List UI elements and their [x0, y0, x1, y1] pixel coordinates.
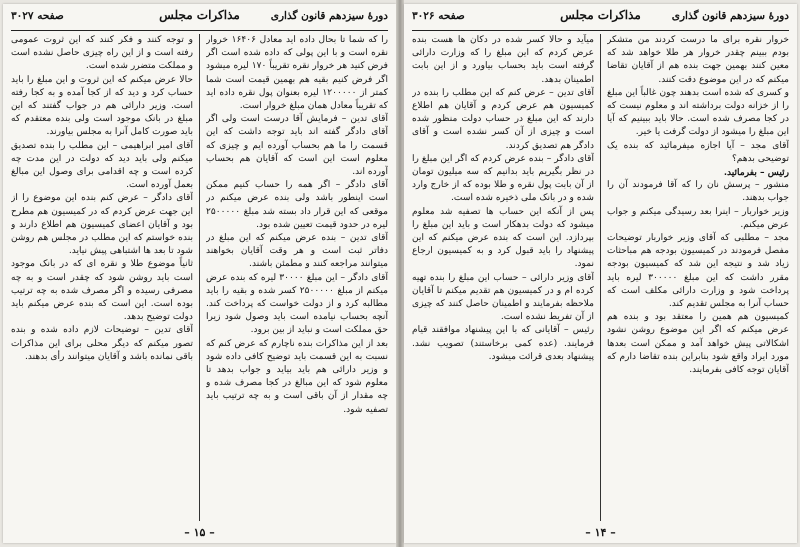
column-left: [11, 34, 193, 521]
paragraph: پس از آنکه این حساب ها تصفیه شد معلوم میشود که دولت بدهکار است و باید این مبلغ را بپردازد. این است که بنده عرض میکنم که این پیشنهاد را باید قبول کرد و به کمیسیون ارجاع نمود.: [412, 206, 594, 270]
paragraph: آقای دادگر – عرض کنم بنده این موضوع را از این جهت عرض کردم که در کمیسیون هم مطرح بود و آقایان اعضای کمیسیون هم اطلاع دارند و بنده خواستم که این مطلب در مجلس هم روشن شود تا بعد ها اشتباهی پیش نیاید.: [11, 193, 193, 257]
paragraph: رئیس – آقایانی که با این پیشنهاد موافقند قیام فرمایند. (عده کمی برخاستند) تصویب نشد. پیشنهاد بعدی قرائت میشود.: [412, 325, 594, 362]
paragraph: منشور – پرسش نان را که آقا فرمودند آن را جواب بدهند.: [607, 180, 789, 204]
paragraph: رئیس – بفرمائید.: [723, 167, 789, 179]
column-divider: [199, 34, 200, 521]
page-label: صفحه ۳۰۲۶: [412, 10, 465, 22]
running-title: مذاکرات مجلس: [560, 8, 641, 22]
paragraph: آقای مجد – آیا اجازه میفرمائید که بنده یک توضیحی بدهم؟: [607, 140, 789, 164]
header-rule: [11, 30, 388, 31]
paragraph: آقای وزیر دارائی – حساب این مبلغ را بنده تهیه کرده ام و در کمیسیون هم تقدیم میکنم تا آقایان ملاحظه بفرمایند و اطمینان حاصل کنند که چیزی از آن تفریط نشده است.: [412, 272, 594, 323]
paragraph: وزیر خواربار – اینرا بعد رسیدگی میکنم و جواب عرض میکنم.: [607, 206, 789, 230]
paragraph: و توجه کنند و فکر کنند که این ثروت عمومی رفته است و از این راه چیزی حاصل نشده است و مملکت متضرر شده است.: [11, 35, 193, 72]
paragraph: خروار نقره برای ما درست کردند من متشکر بودم ببینم چقدر خروار هر طلا خواهد شد که معین کنند بهمین جهت بنده هم از آقایان تقاضا میکنم که در این موضوع دقت کنند.: [607, 35, 789, 85]
paragraph: و کسری که شده است بدهند چون غالباً این مبلغ را از خزانه دولت برداشته اند و معلوم نیست که در کجا مصرف شده است. حالا باید ببینیم که آیا این مبلغ را میشود از دولت گرفت یا خیر.: [607, 87, 789, 138]
page-number: – ۱۴ –: [585, 526, 616, 539]
text-columns: [412, 34, 789, 521]
page-header: [412, 8, 789, 28]
paragraph: آقای دادگر – بنده عرض کردم که اگر این مبلغ را در نظر بگیریم باید بدانیم که سه میلیون تومان از آن بابت پول نقره و طلا بوده که از خارج وارد شده و در بانک ملی ذخیره شده است.: [412, 153, 594, 204]
page-header: [11, 8, 388, 28]
paragraph: میآید و حالا کسر شده در دکان ها هست بنده عرض کردم که این مبلغ را که وزارت دارائی گرفته است باید بحساب بیاورد و از این بابت اطمینان بدهد.: [412, 35, 594, 85]
paragraph: مجد – مطلبی که آقای وزیر خواربار توضیحات مفصل فرمودند در کمیسیون بودجه هم مباحثات زیاد شد و نتیجه این شد که کمیسیون بودجه مقرر داشت که این مبلغ ۳۰۰۰۰۰ لیره باید پرداخت شود و وزارت دارائی مکلف است که حساب آنرا به مجلس تقدیم کند.: [607, 233, 789, 310]
column-divider: [600, 34, 601, 521]
series-title: دورهٔ سیزدهم قانون گذاری: [270, 10, 388, 22]
paragraph: آقای تدین – فرمایش آقا درست است ولی اگر آقای دادگر گفته اند باید توجه داشت که این قسمت را ما هم بحساب آورده ایم و چیزی که معلوم است این است که آقایان هم بحساب آورده اند.: [206, 114, 388, 178]
paragraph: ثانیاً موضوع طلا و نقره ای که در بانک موجود است باید روشن شود که چقدر است و به چه مصرفی رسیده و اگر مصرف شده به چه ترتیب بوده است. این است که بنده عرض میکنم باید دولت توضیح بدهد.: [11, 259, 193, 323]
paragraph: آقای تدین – توضیحات لازم داده شده و بنده تصور میکنم که دیگر محلی برای این مذاکرات باقی نمانده باشد و آقایان میتوانند رأی بدهند.: [11, 325, 193, 362]
page-label: صفحه ۳۰۲۷: [11, 10, 64, 22]
paragraph: بعد از این مذاکرات بنده ناچارم که عرض کنم که نسبت به این قسمت باید توضیح کافی داده شود و وزیر دارائی هم باید بیاید و جواب بدهد تا معلوم شود که این مبالغ در کجا مصرف شده و چه مقدار از آن باقی است و به چه ترتیب باید تصفیه شود.: [206, 338, 388, 415]
left-page: [3, 4, 396, 543]
right-page: [404, 4, 797, 543]
paragraph: آقای تدین – بنده عرض میکنم که این مبلغ در دفاتر ثبت است و هر وقت آقایان بخواهند میتوانند مراجعه کنند و مطمئن باشند.: [206, 233, 388, 270]
series-title: دورهٔ سیزدهم قانون گذاری: [671, 10, 789, 22]
column-right: [206, 34, 388, 521]
paragraph: را که شما تا بحال داده اید معادل ۱۶۴۰۶ خروار نقره است و با این پولی که داده شده است اگر فرض کنید هر خروار نقره تقریباً ۱۷۰ لیره میشود اگر فرض کنیم بقیه هم بهمین قیمت است شما کمتر از ۱۲۰۰۰۰۰ لیره بعنوان پول نقره داده اید که تقریباً معادل همان مبلغ خروار است.: [206, 35, 388, 112]
running-title: مذاکرات مجلس: [159, 8, 240, 22]
paragraph: آقای دادگر – اگر همه را حساب کنیم ممکن است اینطور باشد ولی بنده عرض میکنم در موقعی که این قرار داد بسته شد مبلغ ۲۵۰۰۰۰۰ لیره در حدود قیمت تعیین شده بود.: [206, 180, 388, 230]
column-left: [412, 34, 594, 521]
column-right: [607, 34, 789, 521]
paragraph: آقای دادگر – این مبلغ ۳۰۰۰۰ لیره که بنده عرض میکنم از مبلغ ۲۵۰۰۰۰۰ کسر شده و بقیه را باید مطالبه کرد و از دولت خواست که پرداخت کند. آنچه بحساب نیامده است باید وصول شود زیرا حق مملکت است و نباید از بین برود.: [206, 272, 388, 336]
header-rule: [412, 30, 789, 31]
paragraph: حالا عرض میکنم که این ثروت و این مبلغ را باید حساب کرد و دید که از کجا آمده و به کجا رفته است. وزیر دارائی هم در جواب گفتند که این مبلغ در بانک موجود است ولی بنده معتقدم که باید صورت کامل آنرا به مجلس بیاورند.: [11, 74, 193, 138]
paragraph: کمیسیون هم همین را معتقد بود و بنده هم عرض میکنم که اگر این موضوع روشن نشود اشکالاتی پیش خواهد آمد و ممکن است بعدها مورد ایراد واقع شود بنابراین بنده تقاضا دارم که آقایان توجه کافی بفرمایند.: [607, 312, 789, 376]
book-gutter: [396, 0, 404, 547]
paragraph: آقای تدین – عرض کنم که این مطلب را بنده در کمیسیون هم عرض کردم و آقایان هم اطلاع دارند که این مبلغ در حساب دولت منظور شده است و چیزی از آن کسر نشده است و آقای دادگر هم تصدیق کردند.: [412, 87, 594, 151]
text-columns: [11, 34, 388, 521]
paragraph: آقای امیر ابراهیمی – این مطلب را بنده تصدیق میکنم ولی باید دید که دولت در این مدت چه کرده است و چه اقدامی برای وصول این مبالغ بعمل آورده است.: [11, 140, 193, 191]
page-number: – ۱۵ –: [184, 526, 215, 539]
